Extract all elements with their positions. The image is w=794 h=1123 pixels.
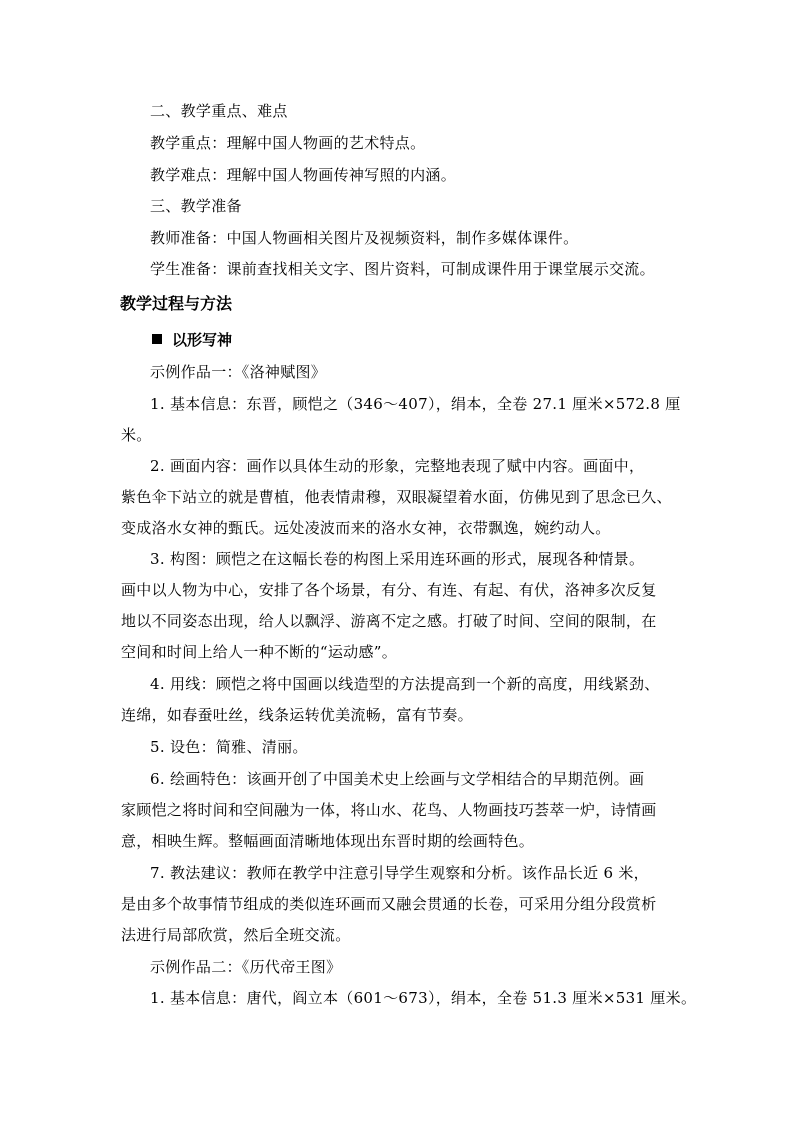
work1-p7-line: 法进行局部欣赏，然后全班交流。 (121, 926, 351, 944)
work2-p1-line: 1. 基本信息：唐代，阎立本（601～673），绢本，全卷 51.3 厘米×531 厘米。 (150, 989, 697, 1007)
process-subheading-text: 以形写神 (172, 331, 233, 349)
work1-p2-line: 2. 画面内容：画作以具体生动的形象，完整地表现了赋中内容。画面中， (150, 457, 645, 475)
process-subheading (152, 330, 232, 350)
work1-p4-line: 4. 用线：顾恺之将中国画以线造型的方法提高到一个新的高度，用线紧劲、 (150, 675, 660, 693)
process-heading: 教学过程与方法 (120, 294, 233, 313)
teacher-preparation: 教师准备：中国人物画相关图片及视频资料，制作多媒体课件。 (150, 229, 579, 247)
work1-p7-line: 是由多个故事情节组成的类似连环画而又融会贯通的长卷，可采用分组分段赏析 (121, 895, 657, 913)
work1-p3-line: 3. 构图：顾恺之在这幅长卷的构图上采用连环画的形式，展现各种情景。 (150, 550, 645, 568)
work1-p4-line: 连绵，如春蚕吐丝，线条运转优美流畅，富有节奏。 (121, 706, 473, 724)
work1-p3-line: 画中以人物为中心，安排了各个场景，有分、有连、有起、有伏，洛神多次反复 (121, 581, 657, 599)
work1-p5-line: 5. 设色：简雅、清丽。 (150, 738, 308, 756)
work1-p1-line: 米。 (121, 426, 152, 444)
work2-title: 示例作品二：《历代帝王图》 (150, 958, 342, 976)
student-preparation: 学生准备：课前查找相关文字、图片资料，可制成课件用于课堂展示交流。 (150, 260, 655, 278)
work1-p6-line: 家顾恺之将时间和空间融为一体，将山水、花鸟、人物画技巧荟萃一炉，诗情画 (121, 801, 657, 819)
work1-p2-line: 变成洛水女神的甄氏。远处凌波而来的洛水女神，衣带飘逸，婉约动人。 (121, 519, 611, 537)
work1-p6-line: 6. 绘画特色：该画开创了中国美术史上绘画与文学相结合的早期范例。画 (150, 770, 645, 788)
work1-p6-line: 意，相映生辉。整幅画面清晰地体现出东晋时期的绘画特色。 (121, 832, 535, 850)
work1-p1-line: 1. 基本信息：东晋，顾恺之（346～407），绢本，全卷 27.1 厘米×572.8 厘 (150, 395, 681, 413)
square-bullet-icon (152, 334, 162, 344)
teaching-focus: 教学重点：理解中国人物画的艺术特点。 (150, 134, 426, 152)
section2-title: 二、教学重点、难点 (150, 102, 288, 120)
work1-p2-line: 紫色伞下站立的就是曹植，他表情肃穆，双眼凝望着水面，仿佛见到了思念已久、 (121, 488, 672, 506)
section3-title: 三、教学准备 (150, 197, 242, 215)
work1-title: 示例作品一：《洛神赋图》 (150, 363, 327, 381)
teaching-difficulty: 教学难点：理解中国人物画传神写照的内涵。 (150, 166, 457, 184)
work1-p3-line: 地以不同姿态出现，给人以飘浮、游离不定之感。打破了时间、空间的限制，在 (121, 612, 657, 630)
work1-p7-line: 7. 教法建议：教师在教学中注意引导学生观察和分析。该作品长近 6 米， (150, 864, 649, 882)
work1-p3-line: 空间和时间上给人一种不断的“运动感”。 (121, 643, 398, 661)
